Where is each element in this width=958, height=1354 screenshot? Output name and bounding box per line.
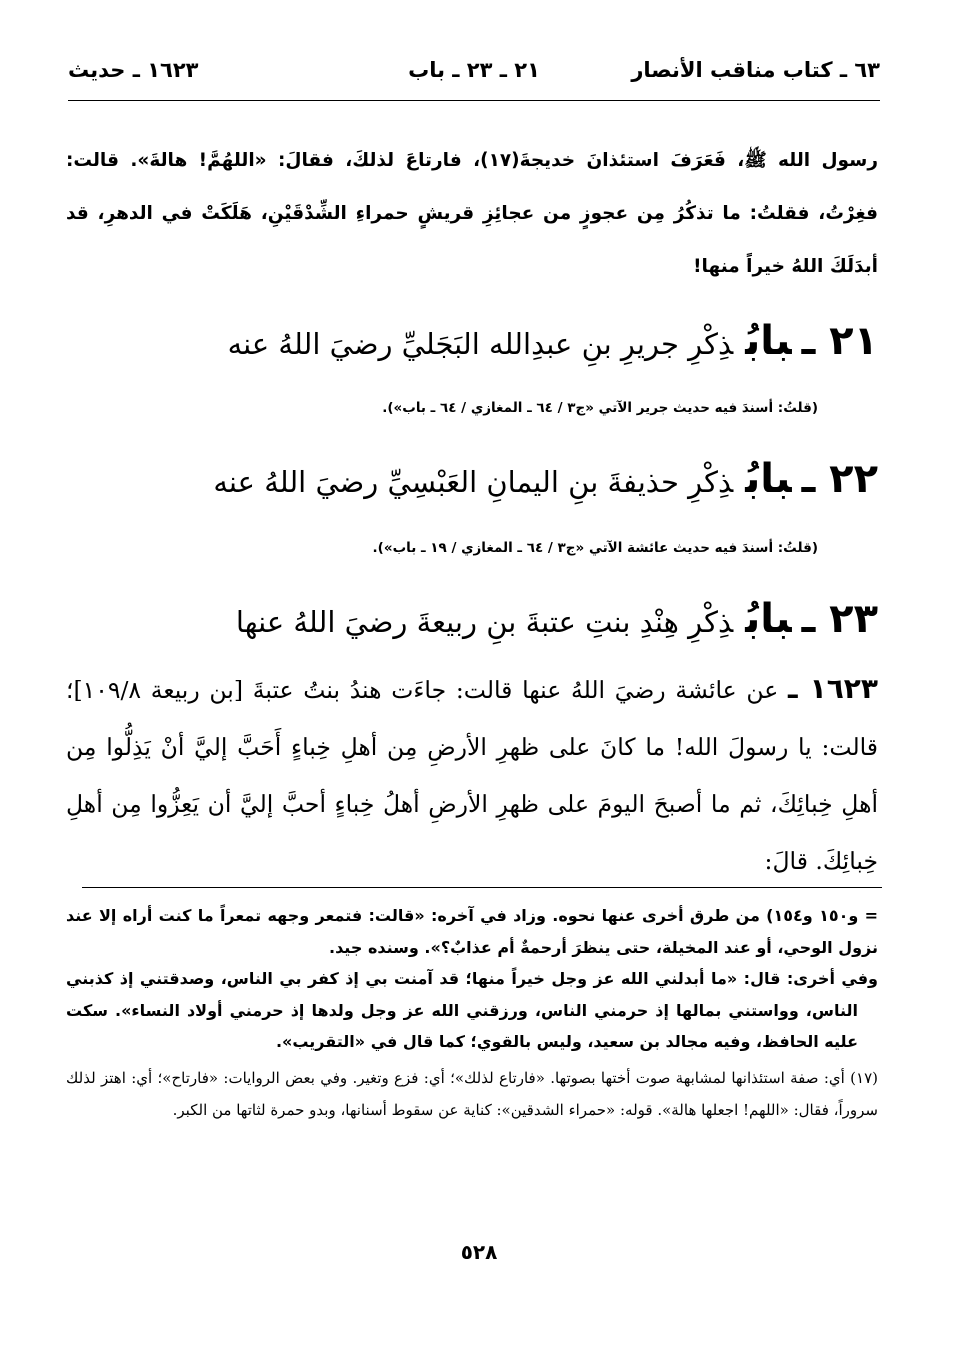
section-heading-21 bbox=[66, 318, 878, 364]
section-number: ٢٢ ـ bbox=[801, 456, 878, 502]
header-hadith-range: ١٦٢٣ ـ حديث bbox=[68, 58, 199, 82]
hadith-block bbox=[66, 660, 878, 890]
section-number: ٢٣ ـ bbox=[801, 596, 878, 642]
section-word: بابُ bbox=[745, 596, 792, 642]
header-book-title: ٦٣ ـ كتاب مناقب الأنصار bbox=[631, 58, 880, 82]
running-header bbox=[68, 58, 880, 92]
header-chapter-range: ٢١ ـ ٢٣ ـ باب bbox=[408, 58, 540, 82]
section-title: ذِكْرِ جريرِ بنِ عبدِالله البَجَليِّ رضيَ اللهُ عنه bbox=[227, 327, 734, 361]
section-note-21: (قلتُ: أسندَ فيه حديث جرير الآتي «ج٣ / ٦٤ ـ المغازي / ٦٤ ـ باب»). bbox=[382, 400, 818, 416]
footnote-another-narration: وفي أخرى: قال: «ما أبدلني الله عز وجل خيراً منها؛ قد آمنت بي إذ كفر بي الناس، وصدقتني إذ كذبني الناس، وواستني بمالها إذ حرمني الناس، ورزقني الله عز وجل ولدها إذ حرمني أولاد النساء». سكت عليه الحافظ، وفيه مجالد بن سعيد، وليس بالقوي؛ كما قال في «التقريب». bbox=[66, 969, 878, 1051]
page-number: ٥٢٨ bbox=[460, 1240, 498, 1264]
footnote-17: (١٧) أي: صفة استئذانها لمشابهة صوت أختها بصوتها. «فارتاع لذلك»؛ أي: فزع وتغير. وفي بعض الروايات: «فارتاح»؛ أي: اهتز لذلك سروراً، فقال: «اللهم! اجعلها هالة». قوله: «حمراء الشدقين»: كناية عن سقوط أسنانها، وبدو حمرة لثاتها من الكبر. bbox=[66, 1068, 878, 1119]
intro-block bbox=[66, 134, 878, 293]
footnote-continuation: = و١٥٠ و١٥٤) من طرق أخرى عنها نحوه. وزاد في آخره: «قالت: فتمعر وجهه تمعراً ما كنت أراه إلا عند نزول الوحي، أو عند المخيلة، حتى ينظرَ أرحمةٌ أم عذابٌ؟». وسنده جيد. bbox=[66, 906, 879, 957]
section-heading-23 bbox=[66, 596, 878, 642]
hadith-number: ١٦٢٣ ـ bbox=[788, 672, 878, 705]
section-note-22: (قلتُ: أسندَ فيه حديث عائشة الآتي «ج٣ / ٦٤ ـ المغازي / ١٩ ـ باب»). bbox=[372, 540, 818, 556]
footnotes bbox=[66, 900, 878, 1126]
intro-paragraph: رسول الله ﷺ، فَعَرَفَ استئذانَ خديجةَ(١٧)، فارتاعَ لذلكَ، فقالَ: «اللهُمَّ! هالةَ». قالت: فغِرْتُ، فقلتُ: ما تذكُرُ مِن عجوزٍ من عجائِزِ قريشٍ حمراءِ الشِّدْقَيْنِ، هَلَكَتْ في الدهرِ، قد أبدَلَكَ اللهُ خيراً منها! bbox=[66, 150, 878, 277]
hadith-text bbox=[66, 660, 878, 890]
section-heading-22 bbox=[66, 456, 878, 502]
section-title: ذِكْرِ هِنْدِ بنتِ عتبةَ بنِ ربيعةَ رضيَ اللهُ عنها bbox=[235, 605, 734, 639]
header-rule bbox=[68, 100, 880, 101]
section-word: بابُ bbox=[745, 318, 792, 364]
section-title: ذِكْرِ حذيفةَ بنِ اليمانِ العَبْسِيِّ رضيَ اللهُ عنه bbox=[213, 465, 734, 499]
footnote-rule bbox=[82, 887, 882, 888]
hadith-body: عن عائشة رضيَ اللهُ عنها قالت: جاءَت هندُ بنتُ عتبةَ [بن ربيعة ١٠٩/٨]؛ قالت: يا رسولَ الله! ما كانَ على ظهرِ الأرضِ مِن أهلِ خِباءٍ أَحَبَّ إليَّ أنْ يَذِلُّوا مِن أهلِ خِبائِكَ، ثم ما أصبحَ اليومَ على ظهرِ الأرضِ أهلُ خِباءٍ أحبَّ إليَّ أن يَعِزُّوا مِن أهلِ خِبائِكَ. قالَ: bbox=[66, 676, 878, 875]
section-number: ٢١ ـ bbox=[801, 318, 878, 364]
section-word: بابُ bbox=[745, 456, 792, 502]
